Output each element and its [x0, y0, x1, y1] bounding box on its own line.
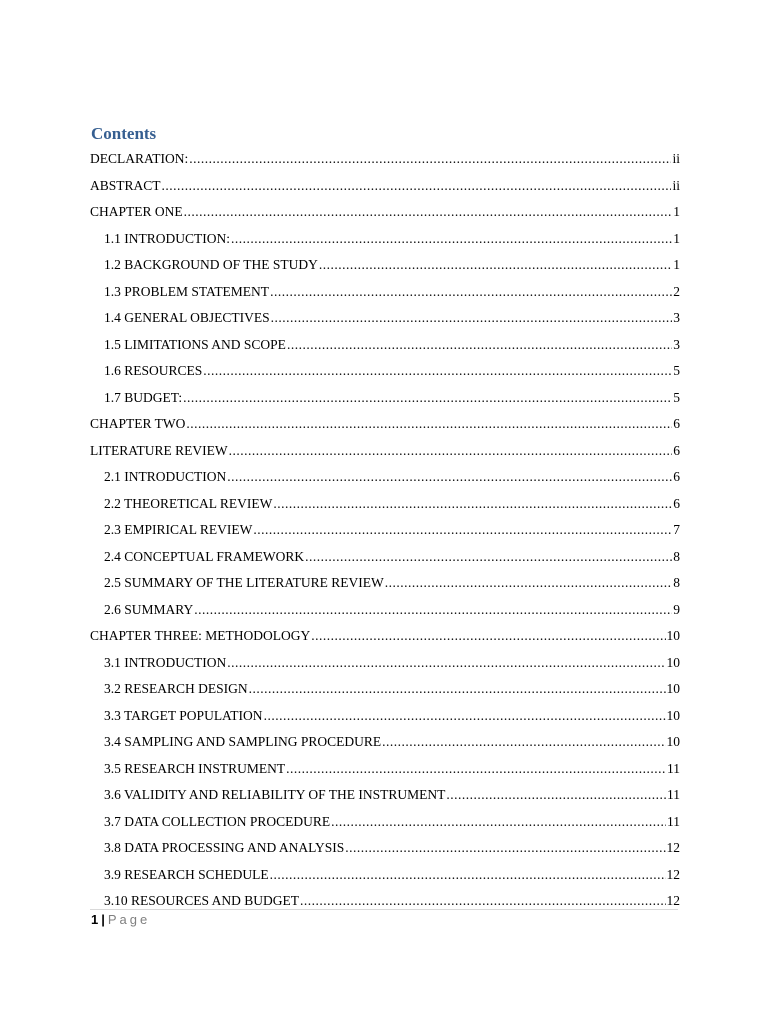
- toc-dot-leader: [311, 623, 665, 650]
- toc-entry-page-number: 9: [673, 601, 680, 617]
- toc-dot-leader: [385, 570, 673, 597]
- toc-entry[interactable]: [90, 464, 680, 491]
- toc-entry[interactable]: [90, 173, 680, 200]
- toc-dot-leader: [287, 332, 672, 359]
- toc-entry-page-number: 10: [666, 707, 680, 723]
- toc-dot-leader: [286, 756, 666, 783]
- toc-entry[interactable]: [90, 835, 680, 862]
- toc-entry-page-number: 10: [666, 734, 680, 749]
- toc-dot-leader: [446, 782, 666, 809]
- toc-entry-page-number: 2: [673, 283, 680, 299]
- toc-entry-label: 3.6 VALIDITY AND RELIABILITY OF THE INSTRUMENT: [104, 787, 446, 802]
- toc-entry-page-number: 3: [673, 310, 680, 325]
- toc-dot-leader: [270, 862, 666, 889]
- toc-entry-label: 1.5 LIMITATIONS AND SCOPE: [104, 336, 286, 352]
- toc-dot-leader: [331, 809, 666, 836]
- toc-entry-label: CHAPTER ONE: [90, 204, 183, 219]
- toc-entry[interactable]: [90, 597, 680, 624]
- page-footer: [91, 912, 150, 927]
- footer-separator: |: [101, 912, 105, 927]
- toc-entry-page-number: ii: [672, 177, 680, 193]
- toc-entry[interactable]: [90, 279, 680, 306]
- toc-dot-leader: [229, 438, 673, 465]
- toc-entry-label: 1.2 BACKGROUND OF THE STUDY: [104, 257, 318, 272]
- toc-entry[interactable]: [90, 252, 680, 279]
- toc-entry-page-number: 12: [666, 840, 680, 855]
- toc-dot-leader: [305, 544, 672, 571]
- toc-entry[interactable]: [90, 570, 680, 597]
- toc-entry[interactable]: [90, 358, 680, 385]
- toc-dot-leader: [183, 385, 672, 412]
- toc-entry[interactable]: [90, 809, 680, 836]
- toc-entry-label: 1.4 GENERAL OBJECTIVES: [104, 310, 270, 325]
- toc-dot-leader: [300, 888, 665, 915]
- toc-entry-label: 3.7 DATA COLLECTION PROCEDURE: [104, 813, 331, 829]
- toc-dot-leader: [231, 226, 672, 253]
- toc-dot-leader: [186, 411, 672, 438]
- toc-entry-label: 1.1 INTRODUCTION:: [104, 230, 230, 246]
- toc-entry-label: 3.9 RESEARCH SCHEDULE: [104, 866, 269, 882]
- toc-dot-leader: [319, 252, 672, 279]
- toc-entry-page-number: 10: [666, 654, 680, 670]
- toc-entry[interactable]: [90, 676, 680, 703]
- toc-entry-page-number: 1: [673, 230, 680, 246]
- toc-entry-label: 3.1 INTRODUCTION: [104, 654, 227, 670]
- toc-entry-label: CHAPTER TWO: [90, 416, 186, 431]
- toc-entry-label: 2.5 SUMMARY OF THE LITERATURE REVIEW: [104, 575, 384, 590]
- toc-entry-label: 1.6 RESOURCES: [104, 363, 203, 378]
- toc-entry-label: CHAPTER THREE: METHODOLOGY: [90, 628, 311, 643]
- toc-dot-leader: [249, 676, 666, 703]
- toc-entry-label: 2.4 CONCEPTUAL FRAMEWORK: [104, 548, 305, 564]
- toc-dot-leader: [264, 703, 666, 730]
- toc-dot-leader: [184, 199, 673, 226]
- toc-entry[interactable]: [90, 517, 680, 544]
- toc-entry-label: 1.7 BUDGET:: [104, 389, 183, 405]
- toc-entry-page-number: 3: [673, 336, 680, 352]
- toc-entry-page-number: 8: [673, 548, 680, 564]
- toc-dot-leader: [162, 173, 672, 200]
- toc-entry-label: 2.2 THEORETICAL REVIEW: [104, 495, 273, 511]
- toc-entry-page-number: 7: [673, 522, 680, 537]
- toc-entry[interactable]: [90, 650, 680, 677]
- toc-entry[interactable]: [90, 756, 680, 783]
- toc-entry-page-number: 8: [673, 575, 680, 590]
- toc-entry[interactable]: [90, 729, 680, 756]
- toc-entry[interactable]: [90, 862, 680, 889]
- toc-entry-label: 2.6 SUMMARY: [104, 601, 194, 617]
- toc-entry-page-number: 11: [667, 813, 680, 829]
- toc-entry-label: 1.3 PROBLEM STATEMENT: [104, 283, 270, 299]
- toc-entry-label: 3.8 DATA PROCESSING AND ANALYSIS: [104, 840, 345, 855]
- toc-entry-page-number: 12: [666, 866, 680, 882]
- toc-list: [90, 146, 680, 915]
- toc-entry-label: 3.5 RESEARCH INSTRUMENT: [104, 760, 286, 776]
- toc-dot-leader: [271, 305, 673, 332]
- toc-entry-page-number: 6: [673, 416, 680, 431]
- toc-entry[interactable]: [90, 199, 680, 226]
- toc-entry-page-number: 10: [666, 681, 680, 696]
- toc-entry[interactable]: [90, 411, 680, 438]
- toc-entry-label: 2.3 EMPIRICAL REVIEW: [104, 522, 253, 537]
- footer-page-number: 1: [91, 912, 99, 927]
- toc-entry-label: LITERATURE REVIEW: [90, 442, 228, 458]
- toc-dot-leader: [227, 650, 665, 677]
- footer-page-word: Page: [107, 912, 151, 927]
- toc-entry-label: 3.2 RESEARCH DESIGN: [104, 681, 248, 696]
- toc-entry-label: 3.4 SAMPLING AND SAMPLING PROCEDURE: [104, 734, 382, 749]
- toc-dot-leader: [273, 491, 672, 518]
- toc-entry-page-number: 5: [673, 389, 680, 405]
- toc-entry[interactable]: [90, 438, 680, 465]
- toc-entry[interactable]: [90, 491, 680, 518]
- toc-entry[interactable]: [90, 226, 680, 253]
- toc-entry-label: 2.1 INTRODUCTION: [104, 469, 227, 484]
- toc-entry-page-number: 6: [673, 495, 680, 511]
- toc-entry[interactable]: [90, 305, 680, 332]
- toc-entry[interactable]: [90, 623, 680, 650]
- toc-entry[interactable]: [90, 332, 680, 359]
- toc-entry-page-number: 1: [673, 257, 680, 272]
- toc-heading: Contents: [91, 124, 157, 143]
- footer-divider: [90, 909, 678, 910]
- toc-dot-leader: [194, 597, 672, 624]
- toc-entry-label: 3.3 TARGET POPULATION: [104, 707, 263, 723]
- toc-entry-page-number: 1: [673, 204, 680, 219]
- toc-entry[interactable]: [90, 782, 680, 809]
- toc-entry[interactable]: [90, 385, 680, 412]
- toc-dot-leader: [382, 729, 665, 756]
- toc-entry-page-number: 12: [666, 893, 680, 908]
- toc-entry-page-number: 10: [666, 628, 680, 643]
- toc-entry-label: ABSTRACT: [90, 177, 161, 193]
- toc-entry[interactable]: [90, 146, 680, 173]
- toc-entry-page-number: 11: [667, 760, 680, 776]
- toc-dot-leader: [270, 279, 672, 306]
- toc-dot-leader: [227, 464, 672, 491]
- toc-entry-page-number: ii: [672, 151, 680, 166]
- toc-entry[interactable]: [90, 544, 680, 571]
- toc-dot-leader: [253, 517, 672, 544]
- toc-entry-label: DECLARATION:: [90, 151, 189, 166]
- toc-entry-page-number: 11: [667, 787, 680, 802]
- toc-dot-leader: [345, 835, 665, 862]
- toc-entry[interactable]: [90, 703, 680, 730]
- toc-entry-page-number: 6: [673, 442, 680, 458]
- toc-entry-label: 3.10 RESOURCES AND BUDGET: [104, 893, 300, 908]
- toc-entry-page-number: 6: [673, 469, 680, 484]
- toc-entry[interactable]: [90, 888, 680, 915]
- toc-dot-leader: [203, 358, 672, 385]
- toc-dot-leader: [189, 146, 671, 173]
- toc-entry-page-number: 5: [673, 363, 680, 378]
